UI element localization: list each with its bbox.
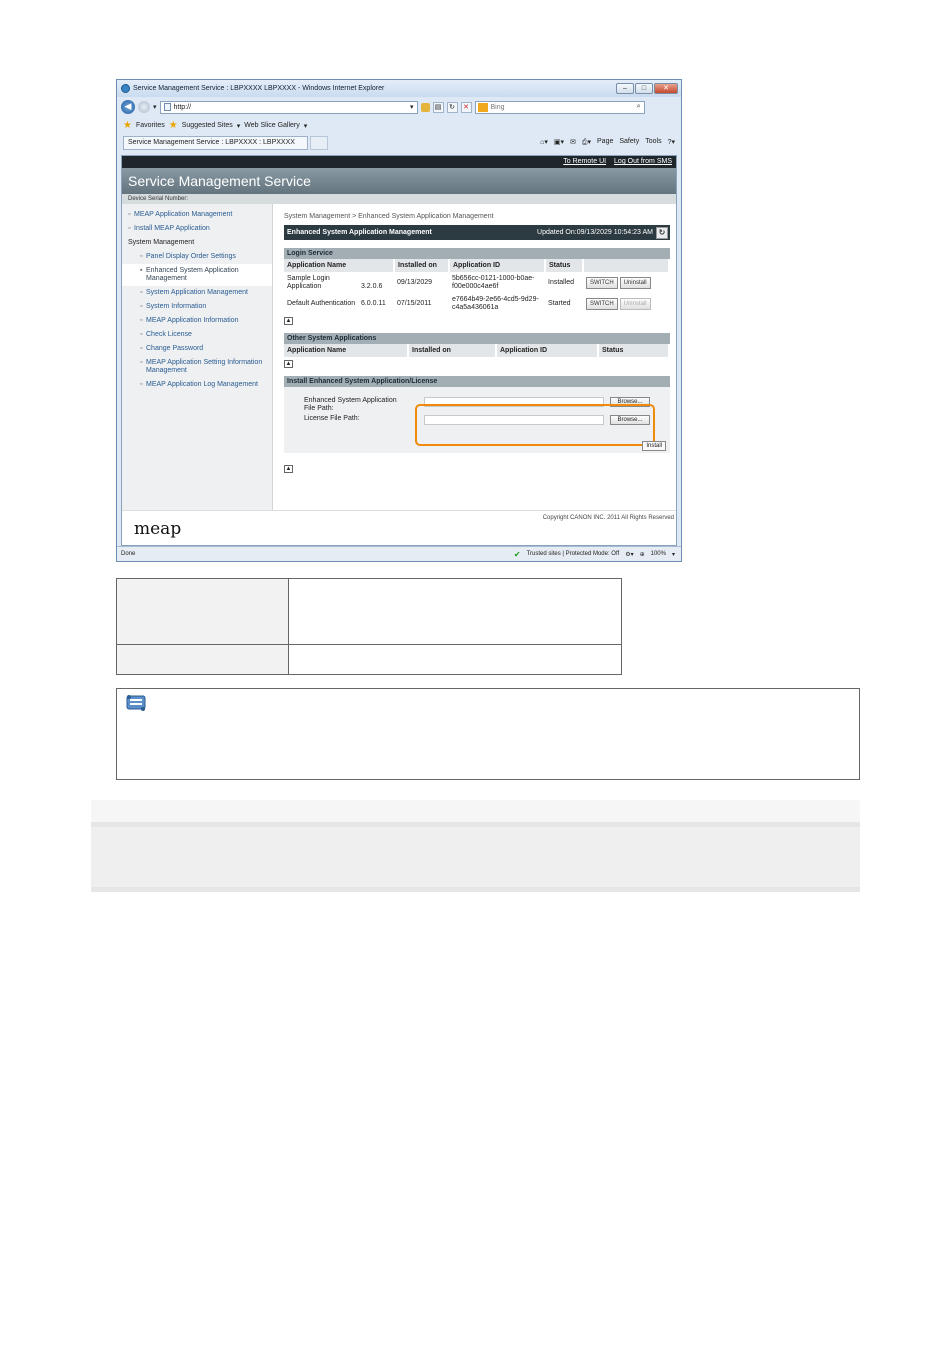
nav-bullet-icon: ▫ <box>140 317 143 324</box>
search-input[interactable] <box>475 101 645 114</box>
lock-icon[interactable] <box>421 103 430 112</box>
nav-system-information[interactable] <box>122 300 272 314</box>
nav-label: MEAP Application Management <box>134 211 233 218</box>
web-slice-gallery-link[interactable]: Web Slice Gallery <box>244 122 300 129</box>
definition-term-cell <box>117 579 289 645</box>
app-status: Installed <box>548 278 575 286</box>
nav-label: Install MEAP Application <box>134 225 210 232</box>
command-bar <box>540 138 675 147</box>
nav-meap-app-management[interactable] <box>122 208 272 222</box>
stop-icon[interactable]: ✕ <box>461 102 472 113</box>
panel-title-bar <box>284 225 670 240</box>
tab-current[interactable] <box>123 136 308 150</box>
new-tab-button[interactable] <box>310 136 328 150</box>
col-status: Status <box>545 259 583 272</box>
collapse-icon[interactable]: ▲ <box>285 466 292 472</box>
nav-label: System Application Management <box>146 289 248 296</box>
page-footer <box>122 510 677 546</box>
nav-bullet-icon: ▫ <box>140 289 143 296</box>
window-title: Service Management Service : LBPXXXX LBPXXXX - Windows Internet Explorer <box>133 85 385 92</box>
col-status: Status <box>598 344 669 357</box>
left-navigation <box>122 204 273 510</box>
nav-check-license[interactable] <box>122 328 272 342</box>
col-installed-on: Installed on <box>408 344 496 357</box>
col-app-id: Application ID <box>449 259 545 272</box>
favorites-star-icon[interactable]: ★ <box>123 120 132 131</box>
nav-panel-display-order[interactable] <box>122 250 272 264</box>
print-icon[interactable]: ⎙▾ <box>581 139 592 146</box>
breadcrumb: System Management > Enhanced System Application Management <box>284 213 494 220</box>
install-button[interactable]: Install <box>642 441 666 451</box>
nav-bullet-icon: ▫ <box>140 253 143 260</box>
uninstall-button[interactable]: Uninstall <box>620 277 651 289</box>
search-icon[interactable]: ⌕ <box>636 103 641 110</box>
tools-menu[interactable]: Tools <box>645 138 662 145</box>
table-row <box>284 272 669 293</box>
install-header: Install Enhanced System Application/License <box>284 376 670 387</box>
collapse-icon[interactable]: ▲ <box>285 361 292 367</box>
nav-label: Enhanced System Application Management <box>146 267 239 282</box>
copyright-text: Copyright CANON INC. 2011 All Rights Reserved <box>542 515 674 521</box>
login-service-header: Login Service <box>284 248 670 259</box>
switch-button[interactable]: SWITCH <box>586 277 618 289</box>
nav-bullet-icon: ▫ <box>128 211 131 218</box>
security-zone[interactable]: Trusted sites | Protected Mode: Off <box>526 551 620 557</box>
nav-bullet-icon: ▫ <box>140 381 143 388</box>
nav-label: MEAP Application Information <box>146 317 239 324</box>
zoom-icon: ⊕ <box>639 551 645 558</box>
installed-date: 09/13/2029 <box>397 278 433 286</box>
note-icon <box>125 694 147 712</box>
definition-row <box>117 579 622 645</box>
nav-change-password[interactable] <box>122 342 272 356</box>
definition-desc-cell <box>289 645 622 675</box>
table-header-row <box>284 259 669 272</box>
license-file-label: License File Path: <box>304 415 360 422</box>
table-row <box>284 293 669 314</box>
suggested-sites-link[interactable]: Suggested Sites <box>181 122 233 129</box>
action-cell <box>583 293 669 314</box>
col-installed-on: Installed on <box>394 259 449 272</box>
app-name: Sample Login Application <box>287 274 330 290</box>
serial-number-label: Device Serial Number: <box>122 194 676 204</box>
minimize-button[interactable]: – <box>616 83 634 94</box>
status-bar <box>117 546 681 561</box>
collapse-icon[interactable]: ▲ <box>285 318 292 324</box>
close-button[interactable]: ✕ <box>654 83 678 94</box>
add-favorites-icon[interactable]: ★ <box>168 120 178 131</box>
safety-menu[interactable]: Safety <box>619 138 640 145</box>
definition-term-cell <box>117 645 289 675</box>
app-version: 3.2.0.6 <box>360 282 383 290</box>
tab-title: Service Management Service : LBPXXXX : LBPXXXX <box>128 139 295 146</box>
updated-timestamp: Updated On:09/13/2029 10:54:23 AM <box>537 229 653 236</box>
license-browse-button[interactable]: Browse... <box>610 415 650 425</box>
nav-app-setting-info[interactable] <box>122 356 272 378</box>
logout-link[interactable]: Log Out from SMS <box>614 158 672 165</box>
nav-install-meap-app[interactable] <box>122 222 272 236</box>
nav-bullet-icon: ▫ <box>140 331 143 338</box>
status-text: Done <box>121 551 136 557</box>
nav-system-app-management[interactable] <box>122 286 272 300</box>
compat-view-icon[interactable]: ▤ <box>433 102 444 113</box>
note-box <box>116 688 860 780</box>
nav-app-log-management[interactable] <box>122 378 272 392</box>
nav-label: MEAP Application Setting Information Management <box>146 359 263 374</box>
nav-selected-bullet-icon: ▪ <box>140 267 143 274</box>
bing-icon <box>478 103 488 112</box>
ie-logo-icon <box>121 84 130 93</box>
zoom-dropdown-icon[interactable]: ▾ <box>671 551 675 558</box>
col-app-name: Application Name <box>284 259 394 272</box>
history-dropdown-icon[interactable]: ▾ <box>153 104 157 111</box>
definition-row <box>117 645 622 675</box>
nav-label: MEAP Application Log Management <box>146 381 258 388</box>
other-apps-header: Other System Applications <box>284 333 670 344</box>
top-links-bar <box>122 156 676 168</box>
section-banner <box>91 822 860 892</box>
address-dropdown-icon[interactable]: ▾ <box>410 103 414 111</box>
app-version: 6.0.0.11 <box>360 299 386 307</box>
nav-label: Change Password <box>146 345 204 352</box>
address-row <box>117 97 681 117</box>
address-bar[interactable] <box>160 101 418 114</box>
refresh-icon[interactable]: ↻ <box>447 102 458 113</box>
nav-meap-app-information[interactable] <box>122 314 272 328</box>
main-content <box>284 204 670 473</box>
definition-table <box>116 578 622 675</box>
nav-label: System Information <box>146 303 207 310</box>
section-divider <box>91 800 860 822</box>
mail-icon[interactable]: ✉ <box>570 139 576 146</box>
definition-desc-cell <box>289 579 622 645</box>
back-icon[interactable]: ◀ <box>121 100 135 114</box>
browser-window <box>116 79 682 562</box>
favorites-button[interactable]: Favorites <box>135 122 165 129</box>
address-text: http:// <box>173 103 192 111</box>
uninstall-button-disabled: Uninstall <box>620 298 651 310</box>
refresh-button[interactable]: ↻ <box>656 227 668 239</box>
highlight-box <box>415 404 655 446</box>
app-id: e7664b49-2e66-4cd5-9d29-c4a5a436061a <box>452 295 539 311</box>
app-name-cell <box>284 272 394 293</box>
tab-row <box>117 134 681 151</box>
search-placeholder: Bing <box>490 103 505 111</box>
switch-button[interactable]: SWITCH <box>586 298 618 310</box>
col-app-id: Application ID <box>496 344 598 357</box>
meap-logo: meap <box>134 519 182 539</box>
nav-label: Check License <box>146 331 192 338</box>
trusted-check-icon: ✔ <box>513 549 521 559</box>
nav-bullet-icon: ▫ <box>140 359 143 366</box>
action-cell <box>583 272 669 293</box>
forward-icon[interactable] <box>138 101 150 113</box>
login-service-table <box>284 259 670 314</box>
nav-enhanced-system-app[interactable] <box>122 264 272 286</box>
page-viewport <box>121 155 677 546</box>
install-panel <box>284 387 670 453</box>
nav-label: Panel Display Order Settings <box>146 253 236 260</box>
app-browse-button[interactable]: Browse... <box>610 397 650 407</box>
title-bar <box>117 80 681 97</box>
page-menu[interactable]: Page <box>597 138 614 145</box>
maximize-button[interactable]: □ <box>635 83 653 94</box>
web-slice-dropdown-icon[interactable]: ▾ <box>303 122 308 130</box>
col-app-name: Application Name <box>284 344 408 357</box>
panel-title: Enhanced System Application Management <box>287 229 432 236</box>
feeds-icon[interactable]: ▣▾ <box>553 139 565 146</box>
installed-date: 07/15/2011 <box>397 299 432 307</box>
help-icon[interactable]: ?▾ <box>667 139 675 146</box>
favorites-bar <box>117 117 681 134</box>
other-apps-table <box>284 344 670 357</box>
remote-ui-link[interactable]: To Remote UI <box>563 158 607 165</box>
nav-bullet-icon: ▫ <box>140 303 143 310</box>
nav-heading-system-management: System Management <box>128 239 195 246</box>
service-title: Service Management Service <box>122 168 676 194</box>
suggested-sites-dropdown-icon[interactable]: ▾ <box>236 122 241 130</box>
app-file-label: Enhanced System Application File Path: <box>304 397 397 412</box>
zoom-level[interactable]: 100% <box>650 551 666 557</box>
app-status: Started <box>548 299 571 307</box>
table-header-row <box>284 344 669 357</box>
app-name-cell <box>284 293 394 314</box>
nav-bullet-icon: ▫ <box>128 225 131 232</box>
page-icon <box>164 103 171 111</box>
home-icon[interactable]: ⌂▾ <box>540 139 548 146</box>
app-id: 5b656cc-0121-1000-b0ae-f00e000c4ae6f <box>452 274 535 290</box>
app-name: Default Authentication <box>287 299 356 307</box>
zone-settings-icon[interactable]: ⚙▾ <box>625 551 634 558</box>
nav-bullet-icon: ▫ <box>140 345 143 352</box>
col-actions <box>583 259 669 272</box>
